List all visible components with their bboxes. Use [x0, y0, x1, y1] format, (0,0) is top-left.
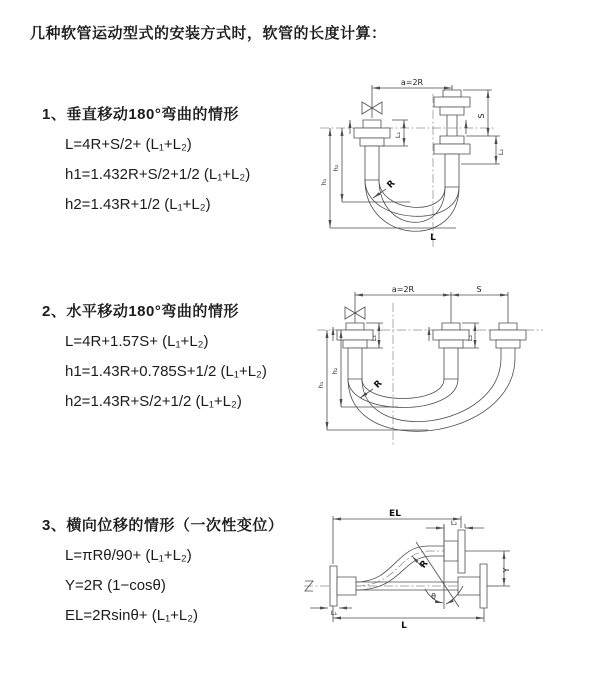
diagram-vertical-180-bend: [306, 76, 596, 258]
dim-label-h2: h₂: [332, 164, 340, 172]
radius-callout: [360, 379, 385, 398]
right-flange-fitting: [434, 90, 470, 187]
diagram-lateral-displacement: [298, 506, 598, 648]
formula-line: h1=1.43R+0.785S+1/2 (L₁+L₂): [65, 363, 267, 380]
braided-hose-section: [348, 348, 362, 379]
l-dimension: [330, 606, 484, 631]
section-lateral-displacement: [42, 514, 283, 625]
formula-line: h2=1.43R+1/2 (L₁+L₂): [65, 196, 211, 213]
formula-line: L=4R+1.57S+ (L₁+L₂): [65, 333, 209, 350]
left-flange-fitting: [337, 323, 373, 379]
dim-label-theta: θ: [431, 592, 436, 601]
formula-line: Y=2R (1−cosθ): [65, 577, 166, 594]
dim-label-l1: L₁: [370, 334, 378, 342]
dim-label-l: L: [430, 233, 436, 243]
displaced-hose-curve: [356, 546, 444, 590]
dim-label-l2: L₂: [466, 334, 474, 342]
top-dimension: [355, 285, 508, 325]
section-heading: 3、横向位移的情形（一次性变位）: [42, 517, 284, 534]
dim-label-h1: h₁: [320, 178, 328, 186]
hose-arcs: [365, 180, 459, 231]
dim-label-s: S: [476, 285, 482, 294]
radius-callout: [412, 556, 431, 571]
dim-label-l2: L₂: [497, 148, 505, 156]
dim-label-h2: h₂: [331, 367, 339, 375]
dim-label-span: a=2R: [400, 78, 424, 87]
left-flange-fitting: [354, 120, 390, 180]
dim-label-l1: L₁: [394, 131, 402, 139]
dim-label-l2: L₂: [450, 519, 458, 527]
raised-flange-fitting: [444, 530, 465, 573]
dim-label-s: S: [477, 113, 486, 119]
dim-label-r: R: [385, 178, 398, 191]
middle-flange-fitting: [433, 323, 469, 379]
dim-label-span: a=2R: [391, 285, 415, 294]
formula-line: EL=2Rsinθ+ (L₁+L₂): [65, 607, 199, 624]
braided-hose-section: [445, 154, 459, 187]
left-flange-fitting: [330, 566, 356, 606]
height-dimensions: [317, 330, 428, 430]
section-vertical-movement: [42, 103, 250, 214]
dim-label-r: R: [418, 558, 431, 571]
dim-label-y: Y: [502, 567, 511, 573]
l2-dimension: [426, 519, 484, 540]
formula-line: h1=1.432R+S/2+1/2 (L₁+L₂): [65, 166, 251, 183]
right-flange-fitting: [490, 323, 526, 358]
dim-label-h1: h₁: [317, 381, 325, 389]
section-horizontal-movement: [42, 300, 267, 411]
formula-line: L=4R+S/2+ (L₁+L₂): [65, 136, 192, 153]
formula-line: h2=1.43R+S/2+1/2 (L₁+L₂): [65, 393, 242, 410]
height-dimensions: [320, 128, 456, 228]
hose-arcs: [348, 358, 515, 431]
dim-label-el: EL: [389, 509, 401, 519]
dim-label-r: R: [372, 378, 385, 391]
braided-hose-section: [444, 348, 458, 379]
diagram-horizontal-180-bend: [303, 283, 598, 468]
page-title: 几种软管运动型式的安装方式时，软管的长度计算：: [30, 25, 387, 42]
section-heading: 1、垂直移动180°弯曲的情形: [42, 106, 239, 123]
section-heading: 2、水平移动180°弯曲的情形: [42, 303, 239, 320]
centerlines: [320, 94, 496, 248]
dim-label-l: L: [401, 621, 407, 631]
dim-label-l1: L₁: [330, 609, 338, 617]
braided-hose-section: [365, 146, 379, 180]
formula-line: L=πRθ/90+ (L₁+L₂): [65, 547, 192, 564]
l1-dimension: [310, 608, 352, 617]
